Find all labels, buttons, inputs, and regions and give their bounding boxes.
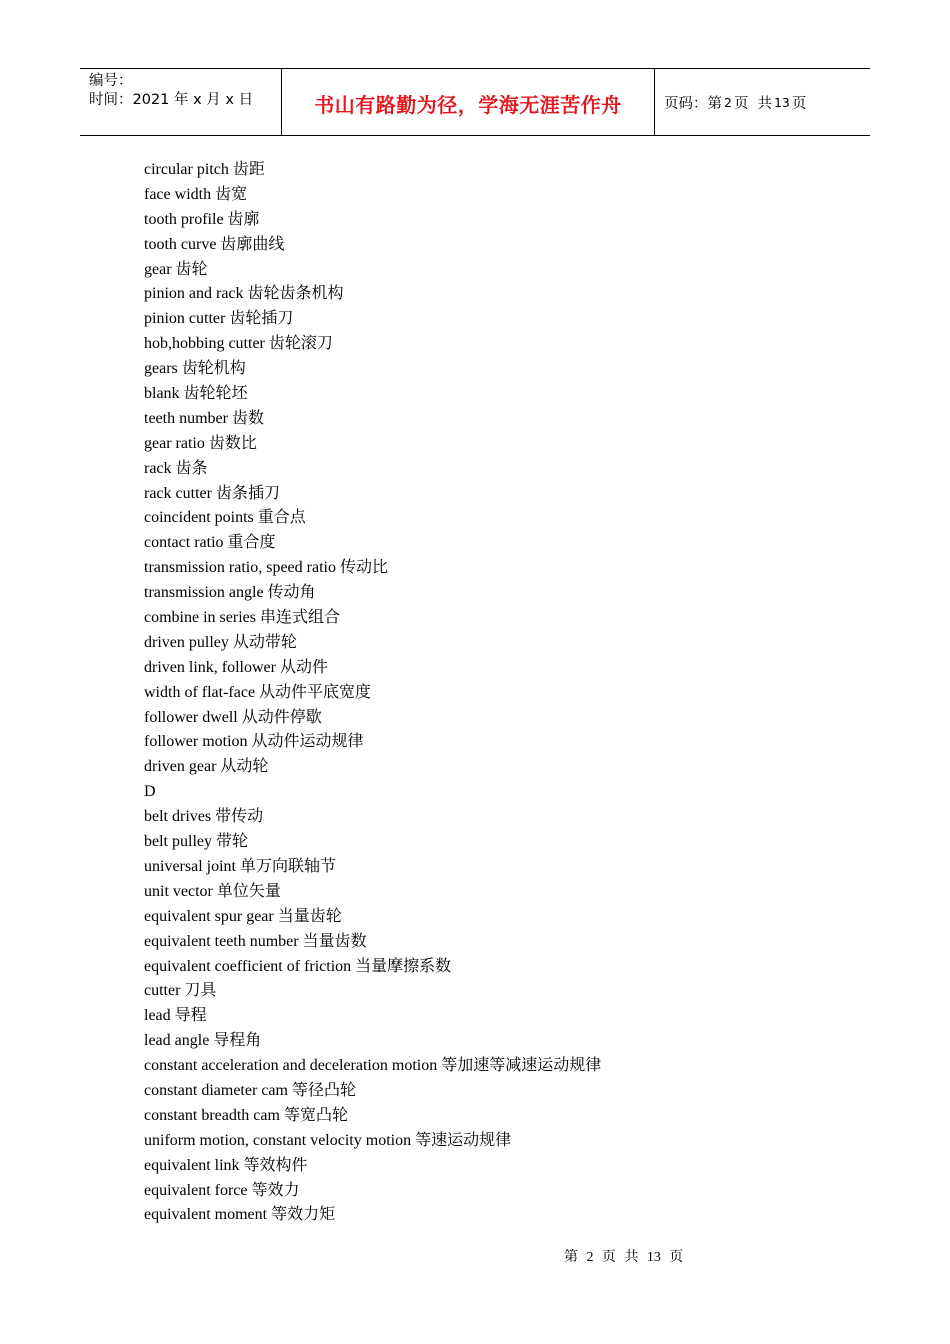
glossary-entry: tooth profile 齿廓 [144,210,260,228]
serial-number-label: 编号： [89,73,133,89]
glossary-entry: equivalent teeth number 当量齿数 [144,932,367,950]
glossary-entry: rack 齿条 [144,459,208,477]
glossary-entry: width of flat-face 从动件平底宽度 [144,683,372,701]
footer-total-word: 共 [624,1249,639,1265]
glossary-entry: belt drives 带传动 [144,808,264,826]
glossary-entry: equivalent spur gear 当量齿轮 [144,907,342,925]
glossary-entry: equivalent force 等效力 [144,1181,300,1199]
footer-prefix: 第 [564,1249,578,1265]
footer-total-pages: 13 [646,1250,661,1265]
total-label: 共 [757,95,772,112]
footer-current-page: 2 [586,1250,594,1265]
glossary-entry: teeth number 齿数 [144,409,264,427]
time-label: 时间： [89,92,133,108]
glossary-entry: equivalent link 等效构件 [144,1156,308,1174]
glossary-entry: gear ratio 齿数比 [144,434,257,452]
glossary-entry: belt pulley 带轮 [144,833,248,851]
page-total: 13 [773,94,790,110]
page-label: 页码：第 [664,95,722,112]
glossary-entry: constant breadth cam 等宽凸轮 [144,1106,348,1124]
glossary-entry: gear 齿轮 [144,260,208,278]
header-motto-cell [281,69,655,135]
glossary-entry: constant acceleration and deceleration motion 等加速等减速运动规律 [144,1057,602,1075]
glossary-entry: unit vector 单位矢量 [144,882,281,900]
glossary-entry: driven pulley 从动带轮 [144,633,297,651]
footer-page-word: 页 [601,1249,616,1265]
glossary-entry: rack cutter 齿条插刀 [144,484,280,502]
glossary-entry: face width 齿宽 [144,185,248,203]
glossary-entry: universal joint 单万向联轴节 [144,857,336,875]
glossary-entry: transmission ratio, speed ratio 传动比 [144,559,388,577]
glossary-entry: follower dwell 从动件停歇 [144,708,322,726]
glossary-entry: driven link, follower 从动件 [144,658,328,676]
total-unit: 页 [791,95,807,112]
header-info-cell [80,69,281,135]
header-page-cell [655,69,870,135]
glossary-entry: driven gear 从动轮 [144,758,269,776]
glossary-entry: circular pitch 齿距 [144,161,265,178]
glossary-entry: equivalent coefficient of friction 当量摩擦系数 [144,957,452,975]
glossary-entry: pinion cutter 齿轮插刀 [144,310,294,328]
glossary-entry: contact ratio 重合度 [144,534,276,552]
glossary-entry: uniform motion, constant velocity motion 等速运动规律 [144,1131,512,1149]
glossary-entry: blank 齿轮轮坯 [144,385,248,403]
motto-text: 书山有路勤为径，学海无涯苦作舟 [314,92,622,117]
page-current: 2 [724,94,732,110]
glossary-entry: transmission angle 传动角 [144,584,316,602]
glossary-entry: tooth curve 齿廓曲线 [144,235,285,253]
page-footer [564,1246,683,1266]
glossary-entry: lead 导程 [144,1007,207,1025]
glossary-entry: gears 齿轮机构 [144,360,246,378]
glossary-entry: cutter 刀具 [144,982,217,1000]
page-unit: 页 [733,95,749,112]
glossary-entry: constant diameter cam 等径凸轮 [144,1081,356,1099]
glossary-entry: equivalent moment 等效力矩 [144,1206,336,1224]
glossary-entry: combine in series 串连式组合 [144,609,340,627]
glossary-list [144,158,601,1228]
time-value: 2021 年 x 月 x 日 [132,92,254,108]
glossary-entry: pinion and rack 齿轮齿条机构 [144,285,344,303]
glossary-entry: lead angle 导程角 [144,1032,262,1050]
date-line [89,91,281,110]
glossary-entry: follower motion 从动件运动规律 [144,733,364,751]
page-header [80,68,870,136]
glossary-entry: coincident points 重合点 [144,509,306,527]
footer-suffix: 页 [669,1249,684,1265]
glossary-entry: hob,hobbing cutter 齿轮滚刀 [144,335,333,353]
glossary-entry: D [144,783,156,801]
